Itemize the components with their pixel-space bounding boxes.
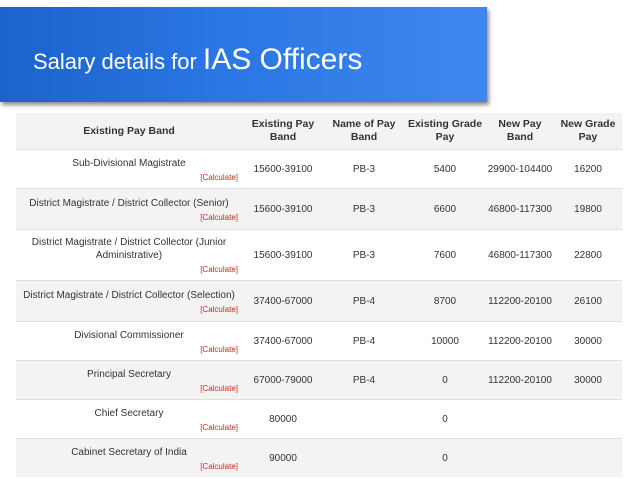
new-grade-pay-cell: 30000 — [574, 374, 602, 386]
post-name: District Magistrate / District Collector (Junior Administrative) — [31, 237, 227, 261]
table-row — [16, 360, 622, 399]
new-pay-band-cell: 29900-104400 — [487, 163, 553, 175]
post-cell — [16, 281, 242, 321]
table-row — [16, 149, 622, 188]
new-pay-band-cell: 112200-20100 — [488, 335, 552, 347]
pay-band-name-cell: PB-3 — [352, 249, 376, 261]
calculate-link[interactable]: [Calculate] — [200, 383, 238, 393]
post-cell — [16, 230, 242, 280]
pay-band-name-cell — [324, 400, 404, 438]
new-grade-pay-cell: 26100 — [574, 295, 602, 307]
new-pay-band-cell: 46800-117300 — [488, 249, 552, 261]
post-name: Divisional Commissioner — [74, 329, 184, 341]
col-header-new-pay-band: New Pay Band — [498, 118, 542, 143]
pay-band-name-cell: PB-4 — [352, 335, 376, 347]
salary-table — [16, 113, 622, 477]
new-pay-band-cell — [486, 439, 554, 477]
calculate-link[interactable]: [Calculate] — [200, 461, 238, 471]
existing-grade-pay-cell: 10000 — [431, 335, 459, 347]
table-row — [16, 399, 622, 438]
pay-band-name-cell: PB-4 — [352, 295, 376, 307]
pay-band-name-cell: PB-3 — [352, 163, 376, 175]
new-pay-band-cell: 46800-117300 — [488, 203, 552, 215]
post-name: Chief Secretary — [94, 407, 164, 419]
post-cell — [16, 189, 242, 229]
new-pay-band-cell — [486, 400, 554, 438]
pay-band-name-cell: PB-3 — [352, 203, 376, 215]
table-row — [16, 438, 622, 477]
existing-pay-band-cell: 15600-39100 — [253, 203, 313, 215]
existing-pay-band-cell: 15600-39100 — [253, 249, 313, 261]
calculate-link[interactable]: [Calculate] — [200, 304, 238, 314]
table-row — [16, 188, 622, 229]
col-header-new-grade-pay: New Grade Pay — [560, 118, 616, 143]
col-header-existing-pay-band-range: Existing Pay Band — [251, 118, 315, 143]
existing-pay-band-cell: 90000 — [269, 452, 297, 464]
new-grade-pay-cell: 22800 — [574, 249, 602, 261]
table-row — [16, 321, 622, 360]
post-cell — [16, 400, 242, 438]
existing-grade-pay-cell: 5400 — [433, 163, 457, 175]
new-grade-pay-cell — [554, 439, 622, 477]
existing-grade-pay-cell: 7600 — [433, 249, 457, 261]
existing-grade-pay-cell: 0 — [442, 374, 448, 386]
new-grade-pay-cell — [554, 400, 622, 438]
calculate-link[interactable]: [Calculate] — [200, 172, 238, 182]
pay-band-name-cell: PB-4 — [352, 374, 376, 386]
existing-pay-band-cell: 80000 — [269, 413, 297, 425]
new-grade-pay-cell: 16200 — [574, 163, 602, 175]
post-name: Principal Secretary — [87, 368, 171, 380]
post-name: District Magistrate / District Collector (Senior) — [29, 197, 229, 209]
post-cell — [16, 439, 242, 477]
new-pay-band-cell: 112200-20100 — [488, 295, 552, 307]
existing-grade-pay-cell: 6600 — [433, 203, 457, 215]
existing-grade-pay-cell: 0 — [442, 452, 448, 464]
slide-title-prefix: Salary details for — [33, 49, 197, 74]
post-name: District Magistrate / District Collector (Selection) — [23, 289, 235, 301]
calculate-link[interactable]: [Calculate] — [200, 265, 238, 274]
post-cell — [16, 150, 242, 188]
calculate-link[interactable]: [Calculate] — [200, 344, 238, 354]
post-name: Cabinet Secretary of India — [71, 446, 187, 458]
existing-grade-pay-cell: 8700 — [433, 295, 457, 307]
existing-pay-band-cell: 37400-67000 — [253, 295, 313, 307]
table-header-row — [16, 113, 622, 149]
existing-pay-band-cell: 67000-79000 — [253, 374, 313, 386]
slide-title — [33, 43, 362, 77]
post-cell — [16, 361, 242, 399]
calculate-link[interactable]: [Calculate] — [200, 212, 238, 222]
col-header-existing-pay-band: Existing Pay Band — [83, 125, 175, 137]
col-header-pay-band-name: Name of Pay Band — [332, 118, 396, 143]
pay-band-name-cell — [324, 439, 404, 477]
table-row — [16, 280, 622, 321]
new-pay-band-cell: 112200-20100 — [488, 374, 552, 386]
new-grade-pay-cell: 30000 — [574, 335, 602, 347]
post-cell — [16, 322, 242, 360]
table-row — [16, 229, 622, 280]
existing-pay-band-cell: 37400-67000 — [253, 335, 313, 347]
col-header-existing-grade-pay: Existing Grade Pay — [407, 118, 483, 143]
existing-pay-band-cell: 15600-39100 — [253, 163, 313, 175]
existing-grade-pay-cell: 0 — [442, 413, 448, 425]
calculate-link[interactable]: [Calculate] — [200, 422, 238, 432]
new-grade-pay-cell: 19800 — [574, 203, 602, 215]
title-banner — [0, 7, 487, 102]
slide-title-main: IAS Officers — [202, 43, 363, 76]
post-name: Sub-Divisional Magistrate — [72, 157, 186, 169]
